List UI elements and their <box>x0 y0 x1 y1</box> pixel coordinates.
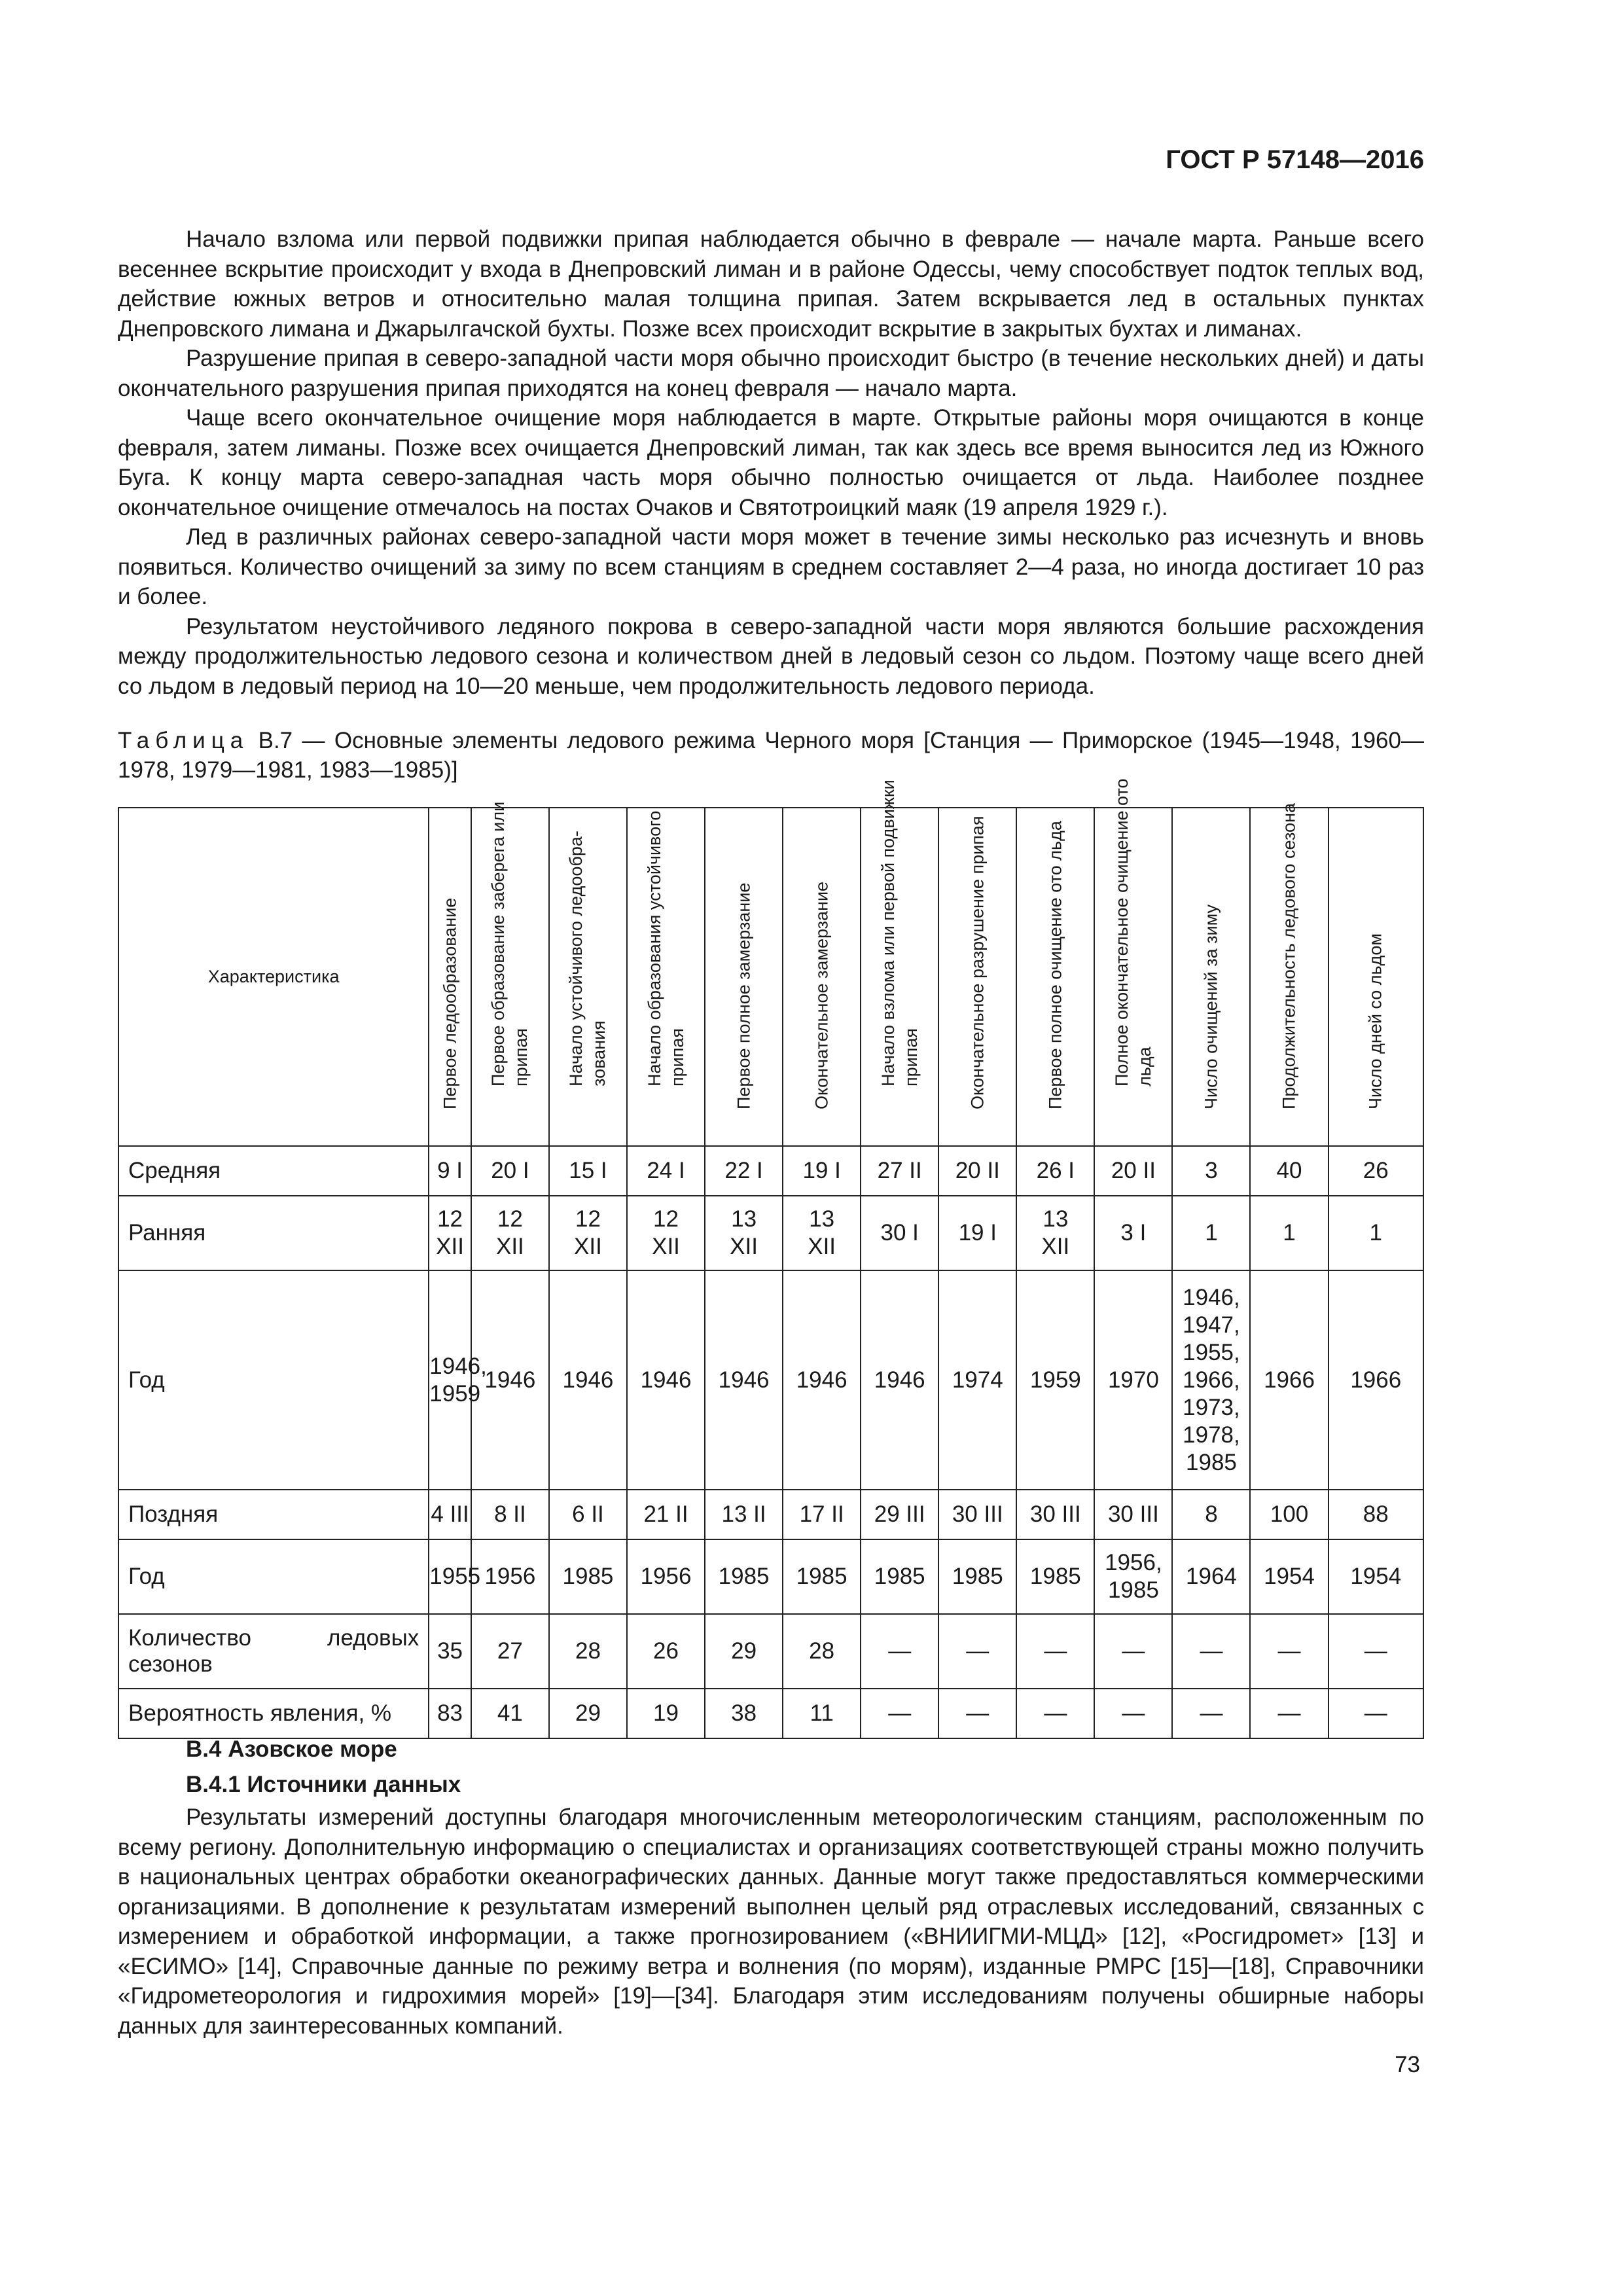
table-cell: 30 III <box>938 1490 1016 1539</box>
header-cell <box>861 780 938 1146</box>
table-cell: 1966 <box>1250 1270 1328 1490</box>
table-cell: 15 I <box>549 1146 627 1196</box>
table-cell: 1985 <box>783 1539 861 1614</box>
table-cell: 19 <box>627 1689 705 1738</box>
table-cell: 8 <box>1172 1490 1250 1539</box>
table-cell: 26 <box>627 1614 705 1689</box>
table-cell: — <box>1329 1614 1423 1689</box>
table-cell: 24 I <box>627 1146 705 1196</box>
table-cell: 1 <box>1329 1196 1423 1270</box>
table-cell: 29 <box>549 1689 627 1738</box>
table-cell: — <box>1016 1689 1094 1738</box>
row-label: Год <box>118 1539 429 1614</box>
table-row <box>118 1689 1423 1738</box>
header-label: Начало устойчивого ледообра-зования <box>566 831 609 1086</box>
document-id: ГОСТ Р 57148—2016 <box>1166 145 1424 174</box>
table-caption <box>118 726 1424 785</box>
header-label: Первое полное замерзание <box>734 882 754 1109</box>
table-cell: 21 II <box>627 1490 705 1539</box>
table-cell: 20 II <box>938 1146 1016 1196</box>
table-cell: 9 I <box>429 1146 471 1196</box>
table-cell: 1964 <box>1172 1539 1250 1614</box>
table-cell: 27 <box>471 1614 549 1689</box>
table-cell: 19 I <box>938 1196 1016 1270</box>
intro-text <box>118 224 1424 701</box>
table-cell: 1946, 1947, 1955, 1966, 1973, 1978, 1985 <box>1172 1270 1250 1490</box>
table-cell: 1985 <box>549 1539 627 1614</box>
header-cell <box>429 808 471 1146</box>
table-cell: 1946, 1959 <box>429 1270 471 1490</box>
table-header-row <box>118 808 1423 1146</box>
table-cell: 35 <box>429 1614 471 1689</box>
table-cell: 4 III <box>429 1490 471 1539</box>
row-label: Средняя <box>118 1146 429 1196</box>
header-label: Начало взлома или первой подвижки припая <box>878 780 921 1086</box>
table-cell: 38 <box>705 1689 783 1738</box>
table-cell: 13 XII <box>1016 1196 1094 1270</box>
table-cell: 26 I <box>1016 1146 1094 1196</box>
table-cell: — <box>1172 1614 1250 1689</box>
table-cell: 1974 <box>938 1270 1016 1490</box>
header-label: Первое полное очищение ото льда <box>1045 821 1065 1109</box>
table-cell: 1946 <box>861 1270 938 1490</box>
table-cell: 83 <box>429 1689 471 1738</box>
table-cell: 1946 <box>783 1270 861 1490</box>
header-cell <box>938 808 1016 1146</box>
table-cell: 13 II <box>705 1490 783 1539</box>
table-cell: 1954 <box>1329 1539 1423 1614</box>
table-cell: — <box>1016 1614 1094 1689</box>
paragraph: Чаще всего окончательное очищение моря наблюдается в марте. Открытые районы моря очищаются в конце февраля, затем лиманы. Позже всех очищается Днепровский лиман, так как здесь все время выносится лед из Южного Буга. К концу марта северо-западная часть моря обычно полностью очищается от льда. Наиболее позднее окончательное очищение отмечалось на постах Очаков и Святотроицкий маяк (19 апреля 1929 г.). <box>118 405 1424 520</box>
table-cell: 29 III <box>861 1490 938 1539</box>
table-cell: 100 <box>1250 1490 1328 1539</box>
table-cell: 1946 <box>705 1270 783 1490</box>
header-cell <box>705 808 783 1146</box>
table-cell: 1970 <box>1094 1270 1172 1490</box>
header-characteristic: Характеристика <box>118 808 429 1146</box>
table-cell: — <box>1094 1614 1172 1689</box>
header-label: Число очищений за зиму <box>1201 905 1221 1109</box>
row-label: Поздняя <box>118 1490 429 1539</box>
paragraph: Результаты измерений доступны благодаря многочисленным метеорологическим станциям, расположенным по всему региону. Дополнительную информацию о специалистах и организациях соответствующей страны можно получить в национальных центрах обработки океанографических данных. Данные могут также предоставляться коммерческими организациями. В дополнение к результатам измерений выполнен целый ряд отраслевых исследований, связанных с измерением и обработкой информации, а также прогнозированием («ВНИИГМИ-МЦД» [12], «Росгидромет» [13] и «ЕСИМО» [14], Справочные данные по режиму ветра и волнения (по морям), изданные РМРС [15]—[18], Справочники «Гидрометеорология и гидрохимия морей» [19]—[34]. Благодаря этим исследованиям получены обширные наборы данных для заинтересованных компаний. <box>118 1804 1424 2039</box>
table-cell: 1985 <box>705 1539 783 1614</box>
table-cell: 1 <box>1250 1196 1328 1270</box>
header-cell <box>1250 802 1328 1146</box>
table-cell: 11 <box>783 1689 861 1738</box>
table-cell: — <box>861 1689 938 1738</box>
header-cell <box>1016 808 1094 1146</box>
header-cell <box>1329 808 1423 1146</box>
table-cell: 1956 <box>471 1539 549 1614</box>
table-cell: 6 II <box>549 1490 627 1539</box>
table-cell: 30 I <box>861 1196 938 1270</box>
table-cell: 12 XII <box>429 1196 471 1270</box>
table-cell: 1956, 1985 <box>1094 1539 1172 1614</box>
subsection-heading: В.4.1 Источники данных <box>186 1772 461 1797</box>
table-cell: 1946 <box>471 1270 549 1490</box>
page-number: 73 <box>1395 2052 1420 2077</box>
header-cell <box>471 801 549 1146</box>
section-heading: В.4 Азовское море <box>186 1736 397 1762</box>
table-cell: 20 I <box>471 1146 549 1196</box>
table-cell: 13 XII <box>705 1196 783 1270</box>
header-cell <box>627 808 705 1146</box>
header-cell <box>783 808 861 1146</box>
table-row <box>118 1146 1423 1196</box>
table-cell: — <box>1329 1689 1423 1738</box>
table-cell: 8 II <box>471 1490 549 1539</box>
table-cell: 41 <box>471 1689 549 1738</box>
table-cell: 1946 <box>549 1270 627 1490</box>
table-row <box>118 1196 1423 1270</box>
table-cell: — <box>1250 1614 1328 1689</box>
table-cell: — <box>1250 1689 1328 1738</box>
table-cell: — <box>938 1689 1016 1738</box>
table-cell: 1985 <box>1016 1539 1094 1614</box>
header-label: Число дней со льдом <box>1365 933 1385 1109</box>
table-cell: 3 <box>1172 1146 1250 1196</box>
table-cell: — <box>1172 1689 1250 1738</box>
table-caption-text: В.7 — Основные элементы ледового режима Черного моря [Станция — Приморское (1945—1948, 1960—1978, 1979—1981, 1983—1985)] <box>118 728 1424 783</box>
table-caption-label: Таблица <box>118 728 249 753</box>
table-cell: 1 <box>1172 1196 1250 1270</box>
table-cell: 1946 <box>627 1270 705 1490</box>
ice-regime-table <box>118 778 1424 1739</box>
row-label: Ранняя <box>118 1196 429 1270</box>
table-cell: 28 <box>549 1614 627 1689</box>
row-label: Год <box>118 1270 429 1490</box>
table-cell: — <box>1094 1689 1172 1738</box>
header-label: Начало образования устойчивого припая <box>644 810 687 1086</box>
header-label: Полное окончательное очищение ото льда <box>1111 778 1154 1086</box>
table-cell: 40 <box>1250 1146 1328 1196</box>
row-label: Вероятность явления, % <box>118 1689 429 1738</box>
table-cell: 1956 <box>627 1539 705 1614</box>
table-row <box>118 1614 1423 1689</box>
table-cell: 1955 <box>429 1539 471 1614</box>
table-cell: 12 XII <box>471 1196 549 1270</box>
header-label: Окончательное разрушение припая <box>967 816 988 1109</box>
table-cell: 1966 <box>1329 1270 1423 1490</box>
header-cell <box>1094 778 1172 1146</box>
table-cell: — <box>938 1614 1016 1689</box>
header-label: Продолжительность ледового сезона <box>1279 802 1299 1109</box>
table-cell: 30 III <box>1094 1490 1172 1539</box>
table-cell: 3 I <box>1094 1196 1172 1270</box>
table-cell: 30 III <box>1016 1490 1094 1539</box>
table-cell: 22 I <box>705 1146 783 1196</box>
header-label: Первое ледообразование <box>440 897 460 1109</box>
table-cell: 1954 <box>1250 1539 1328 1614</box>
table-cell: 1985 <box>938 1539 1016 1614</box>
table-row <box>118 1270 1423 1490</box>
table-cell: 12 XII <box>549 1196 627 1270</box>
table-row <box>118 1539 1423 1614</box>
paragraph: Лед в различных районах северо-западной части моря может в течение зимы несколько раз исчезнуть и вновь появиться. Количество очищений за зиму по всем станциям в среднем составляет 2—4 раза, но иногда достигает 10 раз и более. <box>118 524 1424 609</box>
table-cell: — <box>861 1614 938 1689</box>
table-cell: 88 <box>1329 1490 1423 1539</box>
table-cell: 19 I <box>783 1146 861 1196</box>
header-label: Окончательное замерзание <box>812 881 832 1109</box>
table-cell: 29 <box>705 1614 783 1689</box>
header-label: Первое образование заберега или припая <box>488 801 531 1086</box>
outro-text <box>118 1803 1424 2041</box>
table-cell: 1985 <box>861 1539 938 1614</box>
table-cell: 13 XII <box>783 1196 861 1270</box>
table-cell: 26 <box>1329 1146 1423 1196</box>
table-cell: 12 XII <box>627 1196 705 1270</box>
paragraph: Разрушение припая в северо-западной части моря обычно происходит быстро (в течение нескольких дней) и даты окончательного разрушения припая приходятся на конец февраля — начало марта. <box>118 346 1424 401</box>
paragraph: Результатом неустойчивого ледяного покрова в северо-западной части моря являются большие расхождения между продолжительностью ледового сезона и количеством дней в ледовый сезон со льдом. Поэтому чаще всего дней со льдом в ледовый период на 10—20 меньше, чем продолжительность ледового периода. <box>118 613 1424 699</box>
table-cell: 28 <box>783 1614 861 1689</box>
table-cell: 20 II <box>1094 1146 1172 1196</box>
table-cell: 1959 <box>1016 1270 1094 1490</box>
table-cell: 17 II <box>783 1490 861 1539</box>
paragraph: Начало взлома или первой подвижки припая наблюдается обычно в феврале — начале марта. Раньше всего весеннее вскрытие происходит у входа в Днепровский лиман и в районе Одессы, чему способствует подток теплых вод, действие южных ветров и относительно малая толщина припая. Затем вскрывается лед в остальных пунктах Днепровского лимана и Джарылгачской бухты. Позже всех происходит вскрытие в закрытых бухтах и лиманах. <box>118 226 1424 342</box>
header-cell <box>549 808 627 1146</box>
table-row <box>118 1490 1423 1539</box>
table-cell: 27 II <box>861 1146 938 1196</box>
row-label: Количество ледовых сезонов <box>118 1614 429 1689</box>
header-cell <box>1172 808 1250 1146</box>
